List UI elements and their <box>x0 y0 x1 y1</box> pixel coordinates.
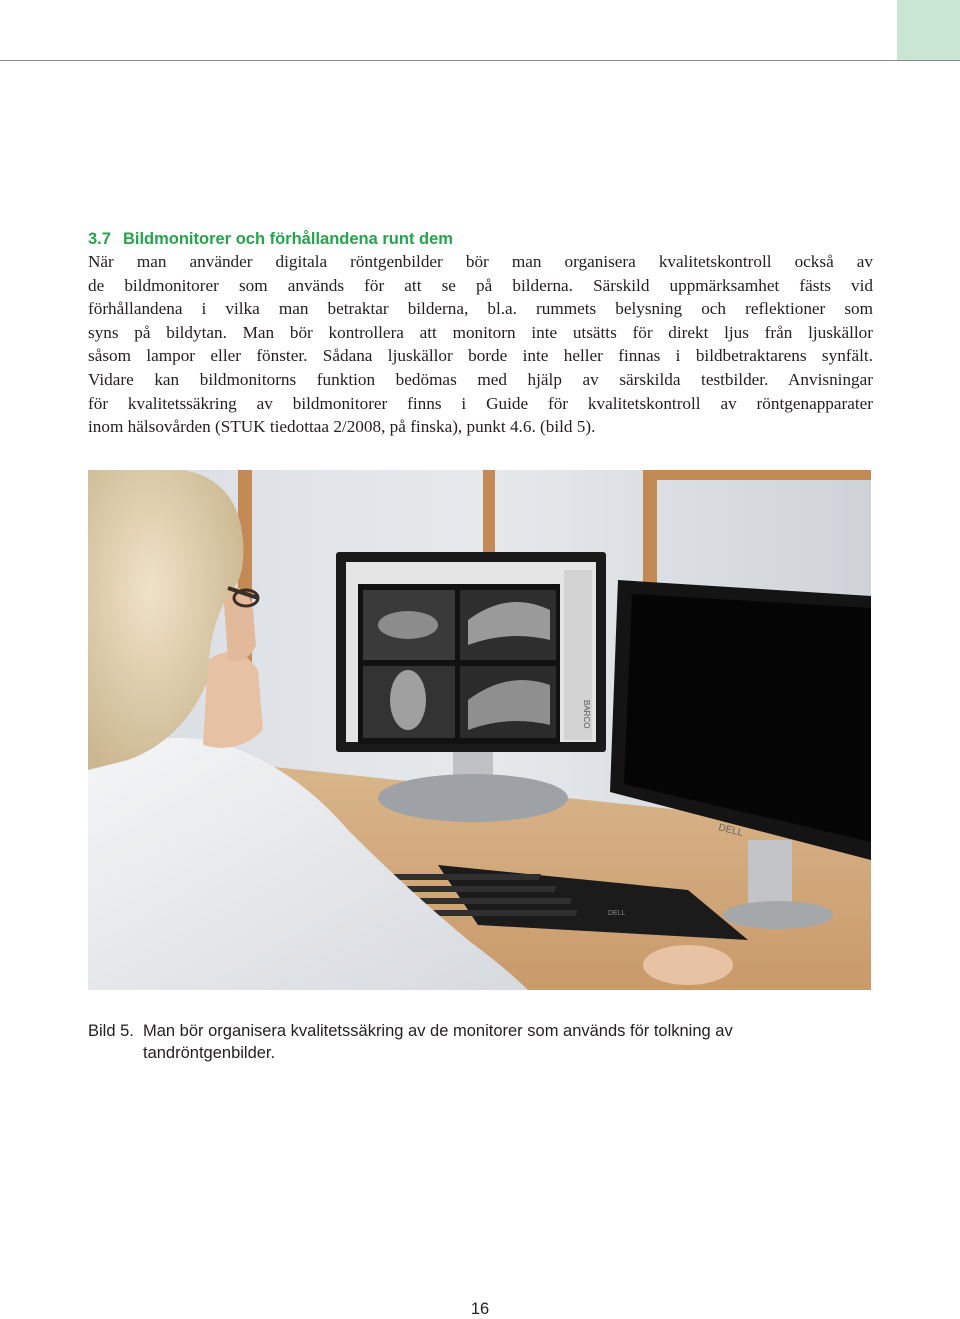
right-monitor-brand: DELL <box>717 822 745 839</box>
section-number: 3.7 <box>88 230 111 248</box>
caption-line: Man bör organisera kvalitetssäkring av de monitorer som används för tolkning av <box>143 1022 733 1040</box>
body-line: de bildmonitorer som används för att se på bilderna. Särskild uppmärksamhet fästs vid <box>88 275 873 295</box>
body-line: förhållandena i vilka man betraktar bilderna, bl.a. rummets belysning och reflektioner som <box>88 299 873 319</box>
corner-color-tab <box>897 0 960 60</box>
caption-text <box>143 1020 843 1064</box>
body-line: inom hälsovården (STUK tiedottaa 2/2008, på finska), punkt 4.6. (bild 5). <box>88 417 596 437</box>
section-title: Bildmonitorer och förhållandena runt dem <box>122 230 453 248</box>
body-line: syns på bildytan. Man bör kontrollera att monitorn inte utsätts för direkt ljus från ljuskällor <box>88 322 873 342</box>
caption-label: Bild 5. <box>88 1022 134 1040</box>
body-line: såsom lampor eller fönster. Sådana ljuskällor borde inte heller finnas i bildbetraktarens synfält. <box>88 346 873 366</box>
body-line: för kvalitetssäkring av bildmonitorer finns i Guide för kvalitetskontroll av röntgenapparater <box>88 393 873 413</box>
keyboard-brand: DELL <box>608 910 626 917</box>
caption-line: tandröntgenbilder. <box>143 1044 276 1062</box>
body-line: Vidare kan bildmonitorns funktion bedömas med hjälp av särskilda testbilder. Anvisningar <box>88 369 873 389</box>
left-monitor-brand: BARCO <box>582 700 591 729</box>
header-rule <box>0 60 960 61</box>
page-number: 16 <box>470 1300 490 1318</box>
section-heading <box>88 230 453 249</box>
photo-dental-monitors <box>88 470 871 990</box>
body-paragraph <box>88 250 873 439</box>
body-line: När man använder digitala röntgenbilder bör man organisera kvalitetskontroll också av <box>88 252 873 271</box>
